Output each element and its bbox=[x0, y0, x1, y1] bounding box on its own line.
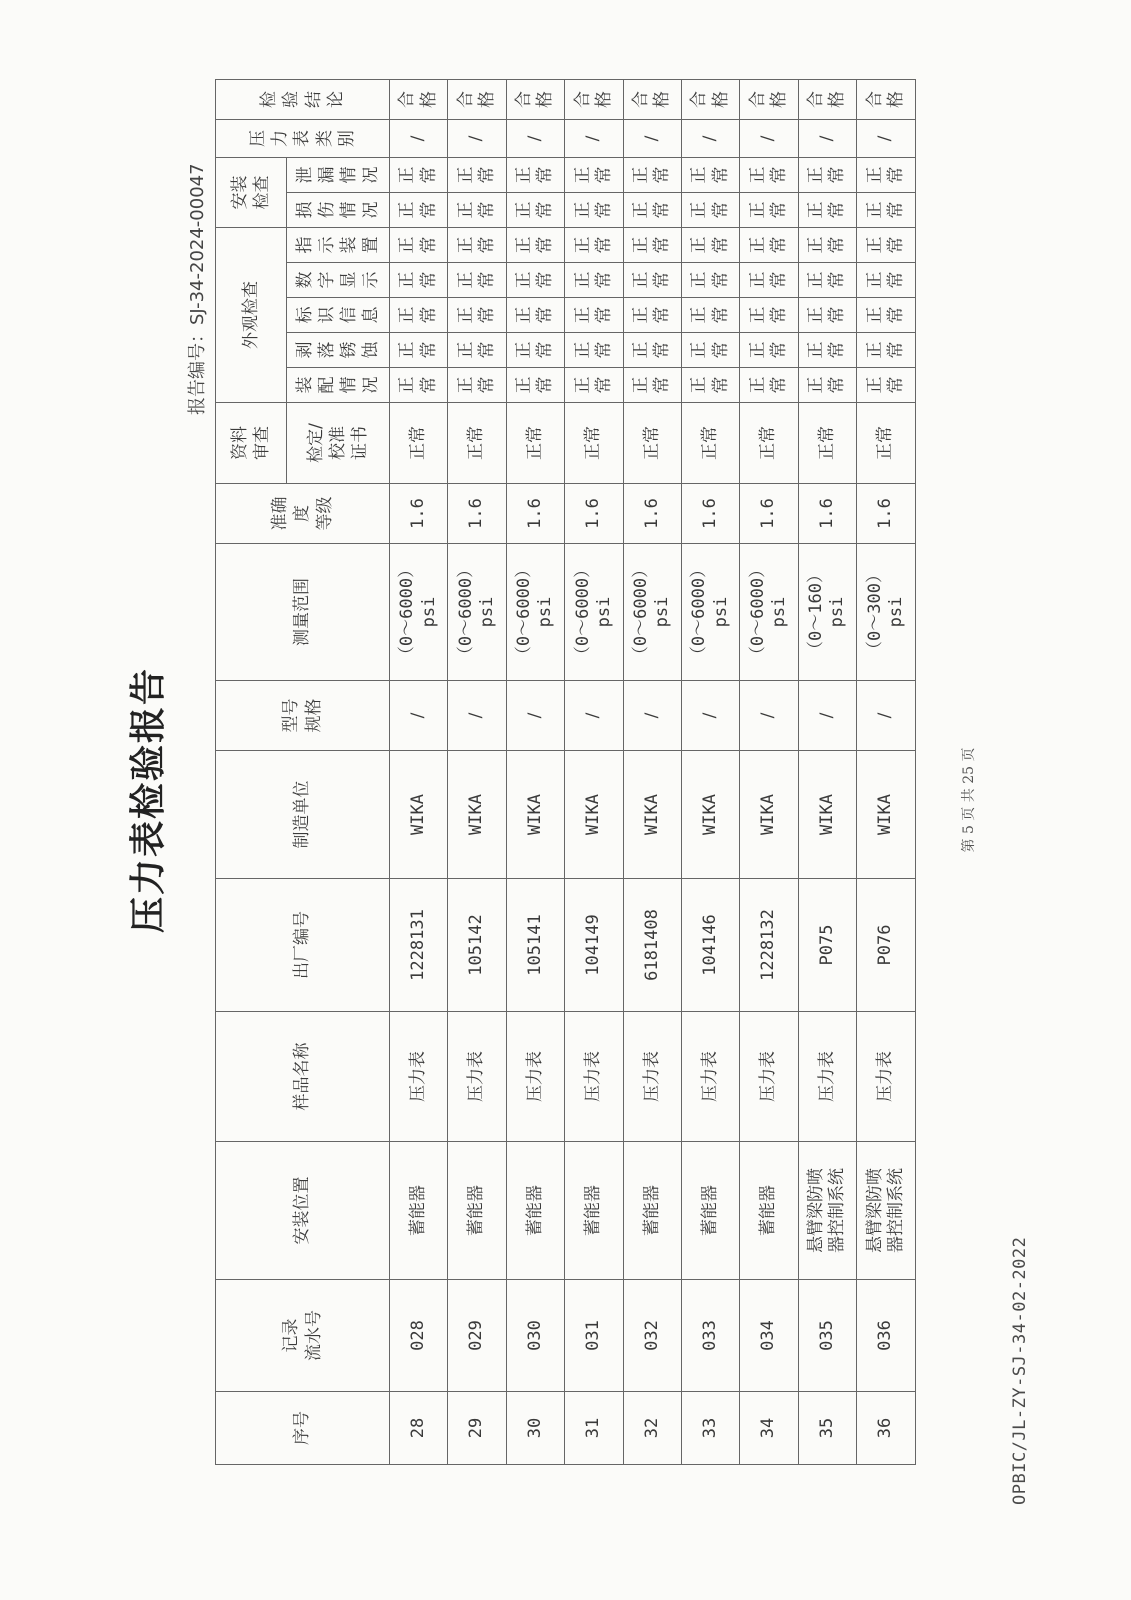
manufacturer-cell: WIKA bbox=[565, 751, 623, 879]
assembly-cell: 正 常 bbox=[565, 368, 623, 403]
header-range: 测量范围 bbox=[216, 544, 390, 681]
sample-name-cell: 压力表 bbox=[623, 1012, 681, 1142]
range-cell: （0～160） psi bbox=[798, 544, 856, 681]
header-app-digital: 数 字 显 示 bbox=[287, 263, 390, 298]
leak-cell: 正 常 bbox=[857, 157, 915, 192]
damage-cell: 正 常 bbox=[506, 192, 564, 227]
gauge-type-cell: / bbox=[798, 119, 856, 157]
model-cell: / bbox=[565, 681, 623, 751]
assembly-cell: 正 常 bbox=[506, 368, 564, 403]
header-gauge-type: 压 力 表 类 别 bbox=[216, 119, 390, 157]
manufacturer-cell: WIKA bbox=[390, 751, 448, 879]
table-row bbox=[506, 79, 564, 1464]
conclusion-cell: 合 格 bbox=[681, 79, 739, 119]
record-no-cell: 035 bbox=[798, 1280, 856, 1392]
seq-cell: 32 bbox=[623, 1392, 681, 1465]
inspection-table bbox=[215, 79, 916, 1465]
peeling-cell: 正 常 bbox=[390, 333, 448, 368]
damage-cell: 正 常 bbox=[681, 192, 739, 227]
marking-cell: 正 常 bbox=[390, 298, 448, 333]
header-sample-name: 样品名称 bbox=[216, 1012, 390, 1142]
range-cell: （0～6000） psi bbox=[565, 544, 623, 681]
seq-cell: 34 bbox=[740, 1392, 798, 1465]
sample-name-cell: 压力表 bbox=[506, 1012, 564, 1142]
marking-cell: 正 常 bbox=[506, 298, 564, 333]
header-ins-damage: 损 伤 情 况 bbox=[287, 192, 390, 227]
cert-cell: 正常 bbox=[798, 403, 856, 484]
table-body bbox=[390, 79, 916, 1464]
serial-no-cell: 6181408 bbox=[623, 879, 681, 1012]
assembly-cell: 正 常 bbox=[448, 368, 506, 403]
serial-no-cell: 1228131 bbox=[390, 879, 448, 1012]
header-conclusion: 检 验 结 论 bbox=[216, 79, 390, 119]
marking-cell: 正 常 bbox=[798, 298, 856, 333]
cert-cell: 正常 bbox=[390, 403, 448, 484]
leak-cell: 正 常 bbox=[623, 157, 681, 192]
location-cell: 悬臂梁防喷 器控制系统 bbox=[798, 1142, 856, 1280]
range-cell: （0～300） psi bbox=[857, 544, 915, 681]
assembly-cell: 正 常 bbox=[857, 368, 915, 403]
pointer-cell: 正 常 bbox=[565, 227, 623, 262]
pointer-cell: 正 常 bbox=[740, 227, 798, 262]
peeling-cell: 正 常 bbox=[565, 333, 623, 368]
peeling-cell: 正 常 bbox=[681, 333, 739, 368]
seq-cell: 28 bbox=[390, 1392, 448, 1465]
seq-cell: 29 bbox=[448, 1392, 506, 1465]
header-doc-cert: 检定/ 校准 证书 bbox=[287, 403, 390, 484]
pointer-cell: 正 常 bbox=[857, 227, 915, 262]
manufacturer-cell: WIKA bbox=[857, 751, 915, 879]
cert-cell: 正常 bbox=[740, 403, 798, 484]
header-accuracy: 准确 度 等级 bbox=[216, 484, 390, 544]
digital-cell: 正 常 bbox=[565, 263, 623, 298]
serial-no-cell: P075 bbox=[798, 879, 856, 1012]
page-footer: 第 5 页 共 25 页 bbox=[961, 747, 977, 853]
table-row bbox=[448, 79, 506, 1464]
peeling-cell: 正 常 bbox=[798, 333, 856, 368]
cert-cell: 正常 bbox=[448, 403, 506, 484]
record-no-cell: 031 bbox=[565, 1280, 623, 1392]
digital-cell: 正 常 bbox=[448, 263, 506, 298]
sample-name-cell: 压力表 bbox=[740, 1012, 798, 1142]
conclusion-cell: 合 格 bbox=[448, 79, 506, 119]
leak-cell: 正 常 bbox=[390, 157, 448, 192]
peeling-cell: 正 常 bbox=[506, 333, 564, 368]
header-ins-leak: 泄 漏 情 况 bbox=[287, 157, 390, 192]
pointer-cell: 正 常 bbox=[681, 227, 739, 262]
range-cell: （0～6000） psi bbox=[506, 544, 564, 681]
assembly-cell: 正 常 bbox=[798, 368, 856, 403]
seq-cell: 30 bbox=[506, 1392, 564, 1465]
accuracy-cell: 1.6 bbox=[623, 484, 681, 544]
marking-cell: 正 常 bbox=[857, 298, 915, 333]
seq-cell: 35 bbox=[798, 1392, 856, 1465]
gauge-type-cell: / bbox=[857, 119, 915, 157]
conclusion-cell: 合 格 bbox=[565, 79, 623, 119]
record-no-cell: 033 bbox=[681, 1280, 739, 1392]
model-cell: / bbox=[857, 681, 915, 751]
range-cell: （0～6000） psi bbox=[448, 544, 506, 681]
header-location: 安装位置 bbox=[216, 1142, 390, 1280]
peeling-cell: 正 常 bbox=[448, 333, 506, 368]
record-no-cell: 030 bbox=[506, 1280, 564, 1392]
model-cell: / bbox=[506, 681, 564, 751]
marking-cell: 正 常 bbox=[623, 298, 681, 333]
model-cell: / bbox=[681, 681, 739, 751]
record-no-cell: 036 bbox=[857, 1280, 915, 1392]
model-cell: / bbox=[798, 681, 856, 751]
manufacturer-cell: WIKA bbox=[740, 751, 798, 879]
serial-no-cell: 105142 bbox=[448, 879, 506, 1012]
report-number: 报告编号：SJ-34-2024-00047 bbox=[187, 163, 208, 415]
header-app-marking: 标 识 信 息 bbox=[287, 298, 390, 333]
serial-no-cell: 1228132 bbox=[740, 879, 798, 1012]
page-title: 压力表检验报告 bbox=[128, 667, 169, 934]
pointer-cell: 正 常 bbox=[623, 227, 681, 262]
location-cell: 悬臂梁防喷 器控制系统 bbox=[857, 1142, 915, 1280]
cert-cell: 正常 bbox=[857, 403, 915, 484]
digital-cell: 正 常 bbox=[506, 263, 564, 298]
pointer-cell: 正 常 bbox=[448, 227, 506, 262]
gauge-type-cell: / bbox=[390, 119, 448, 157]
table-row bbox=[857, 79, 915, 1464]
leak-cell: 正 常 bbox=[740, 157, 798, 192]
serial-no-cell: P076 bbox=[857, 879, 915, 1012]
header-install-check: 安装 检查 bbox=[216, 157, 287, 227]
model-cell: / bbox=[623, 681, 681, 751]
peeling-cell: 正 常 bbox=[857, 333, 915, 368]
location-cell: 蓄能器 bbox=[681, 1142, 739, 1280]
leak-cell: 正 常 bbox=[565, 157, 623, 192]
pointer-cell: 正 常 bbox=[798, 227, 856, 262]
gauge-type-cell: / bbox=[623, 119, 681, 157]
assembly-cell: 正 常 bbox=[623, 368, 681, 403]
sample-name-cell: 压力表 bbox=[681, 1012, 739, 1142]
leak-cell: 正 常 bbox=[448, 157, 506, 192]
sample-name-cell: 压力表 bbox=[798, 1012, 856, 1142]
location-cell: 蓄能器 bbox=[740, 1142, 798, 1280]
gauge-type-cell: / bbox=[565, 119, 623, 157]
accuracy-cell: 1.6 bbox=[681, 484, 739, 544]
assembly-cell: 正 常 bbox=[740, 368, 798, 403]
record-no-cell: 028 bbox=[390, 1280, 448, 1392]
manufacturer-cell: WIKA bbox=[448, 751, 506, 879]
conclusion-cell: 合 格 bbox=[857, 79, 915, 119]
model-cell: / bbox=[448, 681, 506, 751]
accuracy-cell: 1.6 bbox=[390, 484, 448, 544]
header-manufacturer: 制造单位 bbox=[216, 751, 390, 879]
leak-cell: 正 常 bbox=[681, 157, 739, 192]
table-row bbox=[681, 79, 739, 1464]
gauge-type-cell: / bbox=[448, 119, 506, 157]
header-model: 型号 规格 bbox=[216, 681, 390, 751]
table-row bbox=[390, 79, 448, 1464]
form-code: OPBIC/JL-ZY-SJ-34-02-2022 bbox=[1010, 1236, 1030, 1505]
cert-cell: 正常 bbox=[623, 403, 681, 484]
damage-cell: 正 常 bbox=[740, 192, 798, 227]
sample-name-cell: 压力表 bbox=[390, 1012, 448, 1142]
cert-cell: 正常 bbox=[565, 403, 623, 484]
header-record-no: 记录 流水号 bbox=[216, 1280, 390, 1392]
pointer-cell: 正 常 bbox=[390, 227, 448, 262]
digital-cell: 正 常 bbox=[798, 263, 856, 298]
header-appearance: 外观检查 bbox=[216, 227, 287, 402]
digital-cell: 正 常 bbox=[857, 263, 915, 298]
conclusion-cell: 合 格 bbox=[390, 79, 448, 119]
damage-cell: 正 常 bbox=[857, 192, 915, 227]
location-cell: 蓄能器 bbox=[506, 1142, 564, 1280]
cert-cell: 正常 bbox=[506, 403, 564, 484]
sample-name-cell: 压力表 bbox=[448, 1012, 506, 1142]
header-app-peeling: 剥 落 锈 蚀 bbox=[287, 333, 390, 368]
damage-cell: 正 常 bbox=[565, 192, 623, 227]
marking-cell: 正 常 bbox=[740, 298, 798, 333]
sample-name-cell: 压力表 bbox=[565, 1012, 623, 1142]
assembly-cell: 正 常 bbox=[390, 368, 448, 403]
cert-cell: 正常 bbox=[681, 403, 739, 484]
accuracy-cell: 1.6 bbox=[798, 484, 856, 544]
leak-cell: 正 常 bbox=[506, 157, 564, 192]
serial-no-cell: 104146 bbox=[681, 879, 739, 1012]
seq-cell: 36 bbox=[857, 1392, 915, 1465]
accuracy-cell: 1.6 bbox=[506, 484, 564, 544]
damage-cell: 正 常 bbox=[390, 192, 448, 227]
location-cell: 蓄能器 bbox=[565, 1142, 623, 1280]
header-app-pointer: 指 示 装 置 bbox=[287, 227, 390, 262]
record-no-cell: 029 bbox=[448, 1280, 506, 1392]
manufacturer-cell: WIKA bbox=[681, 751, 739, 879]
pointer-cell: 正 常 bbox=[506, 227, 564, 262]
header-app-assembly: 装 配 情 况 bbox=[287, 368, 390, 403]
record-no-cell: 034 bbox=[740, 1280, 798, 1392]
assembly-cell: 正 常 bbox=[681, 368, 739, 403]
table-row bbox=[623, 79, 681, 1464]
marking-cell: 正 常 bbox=[565, 298, 623, 333]
gauge-type-cell: / bbox=[740, 119, 798, 157]
marking-cell: 正 常 bbox=[681, 298, 739, 333]
peeling-cell: 正 常 bbox=[740, 333, 798, 368]
range-cell: （0～6000） psi bbox=[740, 544, 798, 681]
digital-cell: 正 常 bbox=[681, 263, 739, 298]
table-row bbox=[565, 79, 623, 1464]
damage-cell: 正 常 bbox=[448, 192, 506, 227]
manufacturer-cell: WIKA bbox=[798, 751, 856, 879]
location-cell: 蓄能器 bbox=[623, 1142, 681, 1280]
damage-cell: 正 常 bbox=[623, 192, 681, 227]
table-row bbox=[740, 79, 798, 1464]
digital-cell: 正 常 bbox=[740, 263, 798, 298]
digital-cell: 正 常 bbox=[623, 263, 681, 298]
range-cell: （0～6000） psi bbox=[623, 544, 681, 681]
marking-cell: 正 常 bbox=[448, 298, 506, 333]
accuracy-cell: 1.6 bbox=[448, 484, 506, 544]
damage-cell: 正 常 bbox=[798, 192, 856, 227]
header-serial-no: 出厂编号 bbox=[216, 879, 390, 1012]
model-cell: / bbox=[390, 681, 448, 751]
table-row bbox=[798, 79, 856, 1464]
range-cell: （0～6000） psi bbox=[390, 544, 448, 681]
serial-no-cell: 105141 bbox=[506, 879, 564, 1012]
conclusion-cell: 合 格 bbox=[740, 79, 798, 119]
record-no-cell: 032 bbox=[623, 1280, 681, 1392]
seq-cell: 31 bbox=[565, 1392, 623, 1465]
accuracy-cell: 1.6 bbox=[565, 484, 623, 544]
digital-cell: 正 常 bbox=[390, 263, 448, 298]
peeling-cell: 正 常 bbox=[623, 333, 681, 368]
sample-name-cell: 压力表 bbox=[857, 1012, 915, 1142]
conclusion-cell: 合 格 bbox=[623, 79, 681, 119]
gauge-type-cell: / bbox=[681, 119, 739, 157]
model-cell: / bbox=[740, 681, 798, 751]
leak-cell: 正 常 bbox=[798, 157, 856, 192]
conclusion-cell: 合 格 bbox=[798, 79, 856, 119]
location-cell: 蓄能器 bbox=[448, 1142, 506, 1280]
header-doc-review: 资料 审查 bbox=[216, 403, 287, 484]
range-cell: （0～6000） psi bbox=[681, 544, 739, 681]
manufacturer-cell: WIKA bbox=[506, 751, 564, 879]
gauge-type-cell: / bbox=[506, 119, 564, 157]
location-cell: 蓄能器 bbox=[390, 1142, 448, 1280]
seq-cell: 33 bbox=[681, 1392, 739, 1465]
accuracy-cell: 1.6 bbox=[857, 484, 915, 544]
serial-no-cell: 104149 bbox=[565, 879, 623, 1012]
header-seq: 序号 bbox=[216, 1392, 390, 1465]
conclusion-cell: 合 格 bbox=[506, 79, 564, 119]
manufacturer-cell: WIKA bbox=[623, 751, 681, 879]
accuracy-cell: 1.6 bbox=[740, 484, 798, 544]
